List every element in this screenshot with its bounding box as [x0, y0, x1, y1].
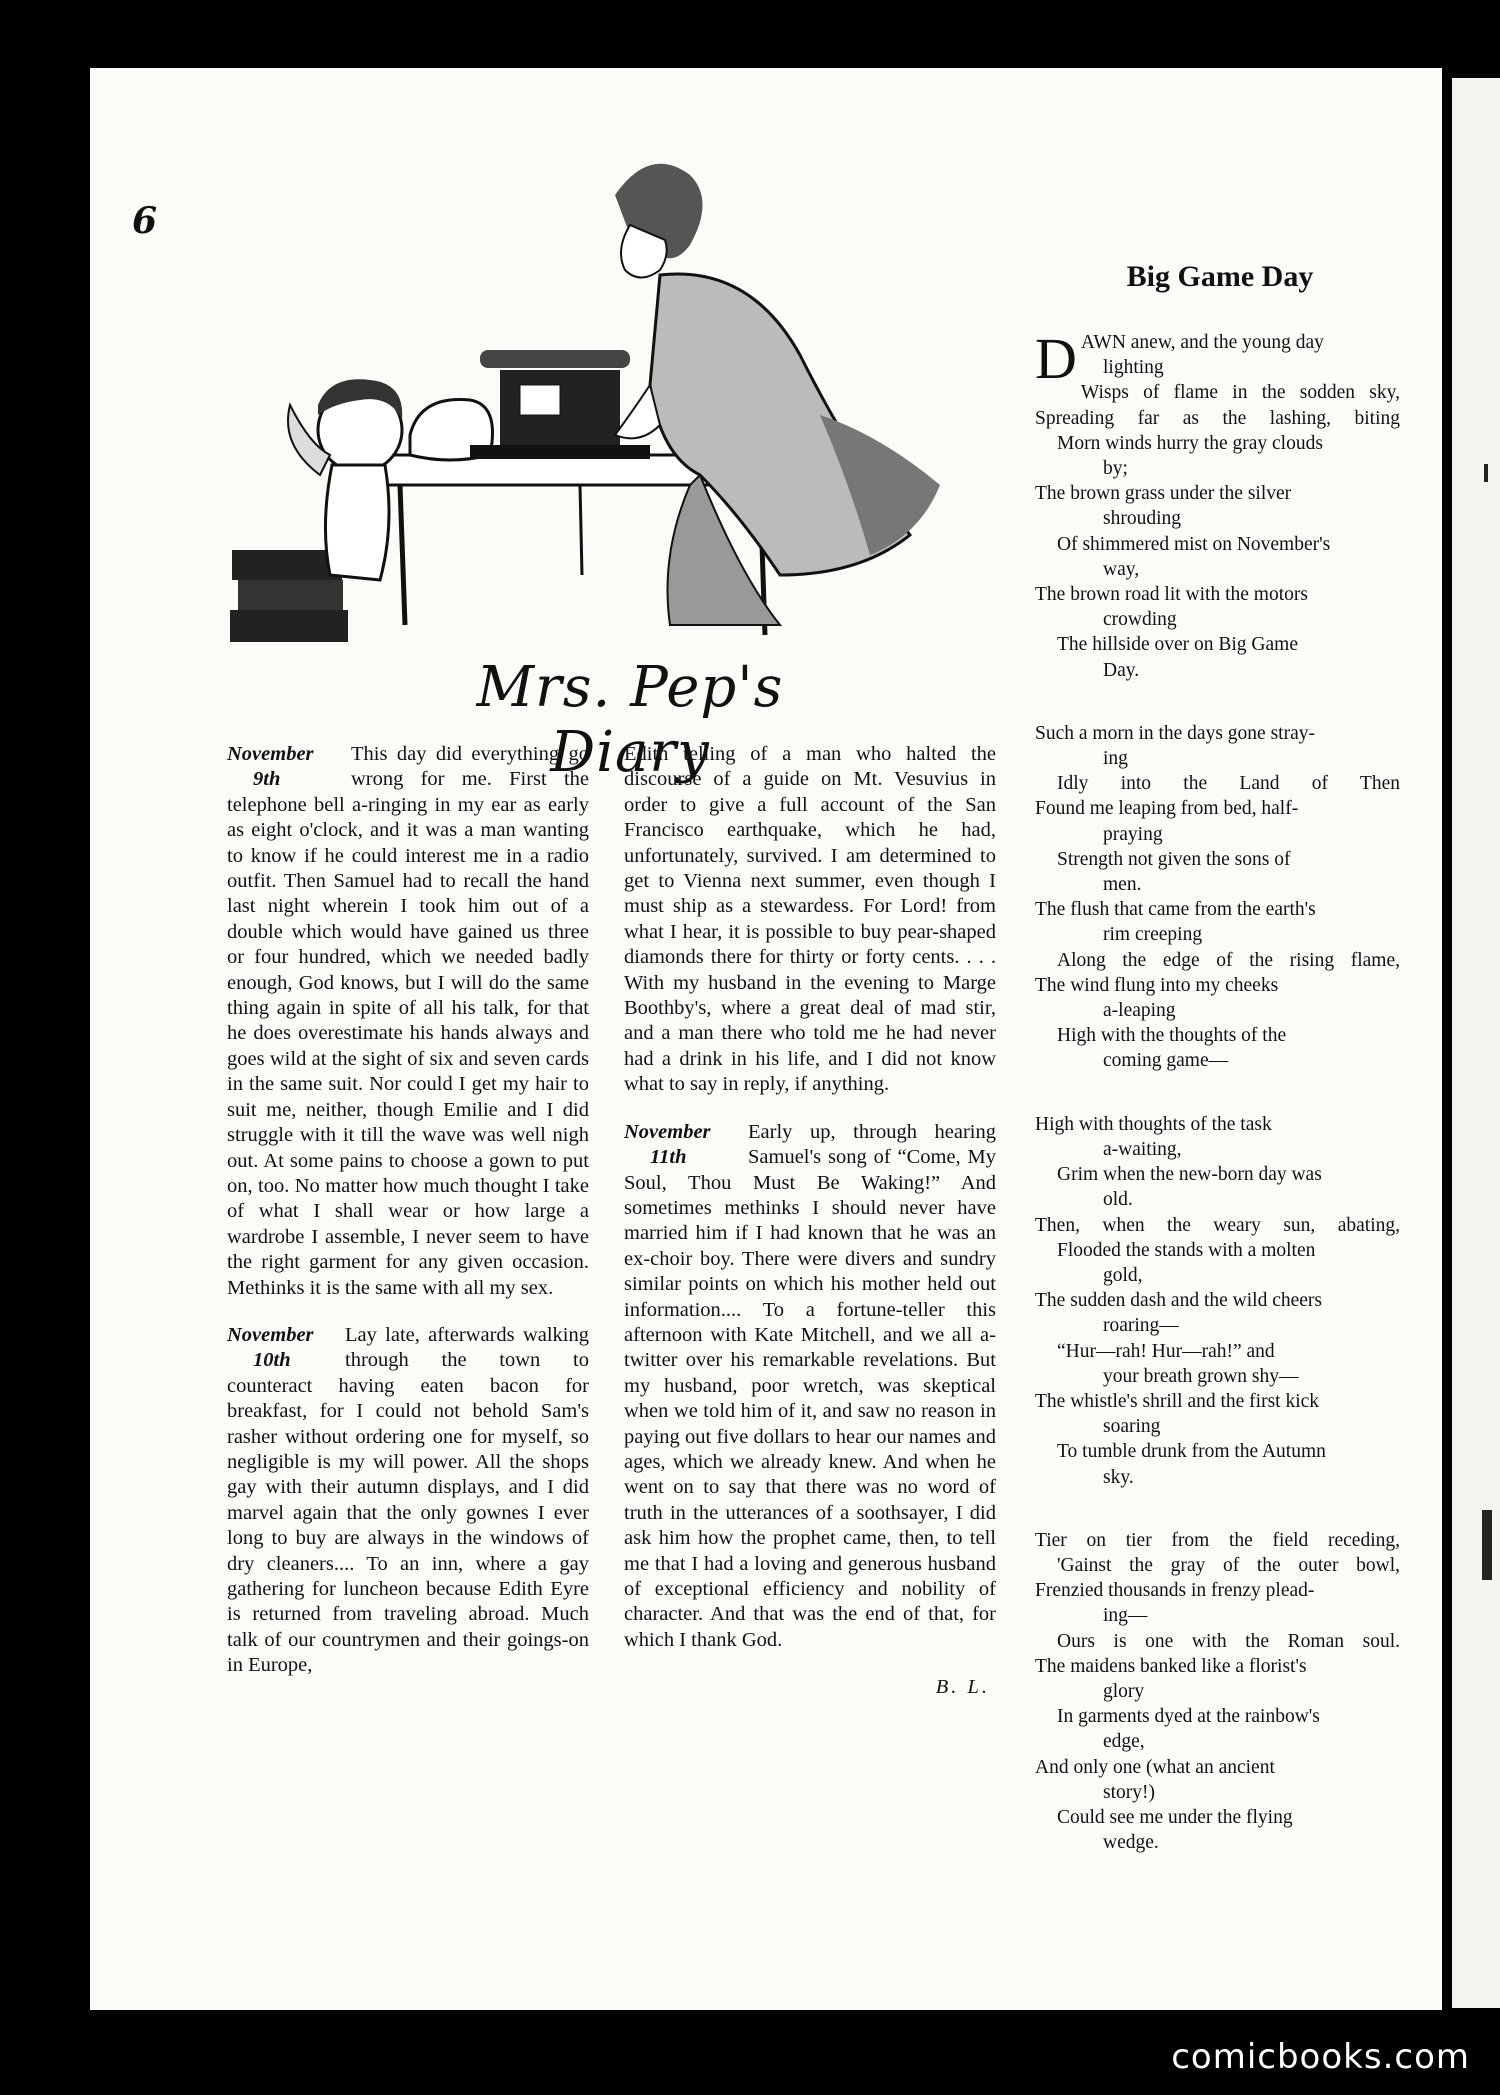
poem-line: Such a morn in the days gone stray- — [1035, 722, 1315, 744]
poem-line: The whistle's shrill and the first kick — [1035, 1390, 1320, 1412]
entry-date — [227, 742, 345, 793]
poem-line: The wind flung into my cheeks — [1035, 974, 1279, 996]
poem-line: The hillside over on Big Game — [1057, 634, 1298, 656]
poem-line: AWN anew, and the young day — [1080, 332, 1324, 353]
diary-entry — [624, 1120, 996, 1654]
poem-line: Tier on tier from the field receding, — [1035, 1529, 1400, 1551]
entry-date — [624, 1120, 742, 1171]
poem-line: Grim when the new-born day was — [1057, 1164, 1322, 1186]
entry-month: November — [227, 743, 314, 765]
poem-line: ing — [1103, 748, 1128, 770]
poem-line: Ours is one with the Roman soul. — [1057, 1630, 1400, 1652]
poem-body — [1035, 326, 1400, 1893]
poem-line: crowding — [1103, 609, 1177, 631]
entry-day: 10th — [253, 1349, 291, 1372]
entry-text: Early up, through hearing Samuel's song of “Come, My Soul, Thou Must Be Waking!” And sometimes methinks I should never have married him if I had known that he was an ex-choir boy. There were divers and sundry similar points on which his mother held out information.... To a fortune-teller this afternoon with Kate Mitchell, and we all a-twitter over his remarkable revelations. But my husband, poor wretch, was skeptical when we told him of it, and saw no reason in paying out five dollars to hear our names and ages, which we already knew. And when he went on to say that there was no word of truth in the utterances of a soothsayer, I did ask him how the prophet came, then, to tell me that I had a loving and generous husband of exceptional efficiency and nobility of character. And that was the end of that, for which I thank God. — [624, 1120, 996, 1651]
poem-title: Big Game Day — [1126, 260, 1314, 293]
watermark: comicbooks.com — [1171, 2037, 1470, 2077]
poem-line: Then, when the weary sun, abating, — [1035, 1214, 1400, 1236]
poem-line: gold, — [1103, 1264, 1143, 1286]
poem-stanza — [1035, 326, 1400, 683]
poem-line: Along the edge of the rising flame, — [1057, 949, 1400, 971]
poem-line: a-leaping — [1103, 1000, 1176, 1022]
entry-month: November — [624, 1120, 711, 1143]
drop-cap: D — [1035, 326, 1077, 391]
poem-line: ing— — [1103, 1605, 1148, 1627]
poem-line: soaring — [1103, 1416, 1161, 1438]
poem-stanza — [1035, 1528, 1400, 1856]
poem-line: by; — [1103, 458, 1128, 480]
poem-line: In garments dyed at the rainbow's — [1057, 1706, 1320, 1728]
poem-stanza — [1035, 721, 1400, 1074]
facing-page-mark — [1484, 464, 1488, 482]
poem-line: High with the thoughts of the — [1057, 1025, 1287, 1047]
entry-month: November — [227, 1323, 314, 1346]
poem-line: Found me leaping from bed, half- — [1035, 798, 1299, 820]
facing-page-edge — [1452, 78, 1500, 2008]
poem-line: Strength not given the sons of — [1057, 848, 1291, 870]
poem-line: And only one (what an ancient — [1035, 1756, 1275, 1778]
poem-line: rim creeping — [1103, 924, 1203, 946]
poem-line: To tumble drunk from the Autumn — [1057, 1441, 1326, 1463]
page-number: 6 — [132, 200, 158, 242]
poem-line: Day. — [1103, 659, 1140, 681]
poem-line: The brown grass under the silver — [1035, 483, 1292, 505]
author-signature: B. L. — [935, 1676, 990, 1699]
poem-line: Frenzied thousands in frenzy plead- — [1035, 1580, 1315, 1602]
poem-line: The flush that came from the earth's — [1035, 899, 1316, 921]
poem-line: coming game— — [1103, 1050, 1229, 1072]
entry-day: 11th — [650, 1146, 687, 1169]
poem-line: Idly into the Land of Then — [1057, 773, 1400, 795]
poem-line: The maidens banked like a florist's — [1035, 1655, 1307, 1677]
poem-line: men. — [1103, 874, 1142, 896]
poem-line: The sudden dash and the wild cheers — [1035, 1290, 1322, 1312]
poem-line: old. — [1103, 1189, 1133, 1211]
poem-line: way, — [1103, 558, 1140, 580]
article-title: Mrs. Pep's Diary — [476, 655, 784, 785]
poem-line: Spreading far as the lashing, biting — [1035, 407, 1400, 429]
poem-line: Of shimmered mist on November's — [1057, 533, 1331, 555]
entry-text: Lay late, afterwards walking through the town to counteract having eaten bacon for breakfast, for I could not behold Sam's rasher without ordering one for myself, so negligible is my will power. All the shops gay with their autumn displays, and I did marvel again that the only gownes I ever long to buy are always in the windows of dry cleaners.... To an inn, where a gay gathering for luncheon because Edith Eyre is returned from traveling abroad. Much talk of our countrymen and their goings-on in Europe, — [227, 1323, 589, 1677]
diary-entry — [227, 1323, 589, 1679]
poem-line: wedge. — [1103, 1832, 1159, 1854]
poem-line: Wisps of flame in the sodden sky, — [1080, 382, 1400, 404]
entry-day: 9th — [253, 768, 281, 791]
diary-column-right — [624, 742, 996, 1701]
poem-line: a-waiting, — [1103, 1138, 1182, 1160]
poem-line: Could see me under the flying — [1057, 1806, 1293, 1828]
poem-line: High with thoughts of the task — [1035, 1113, 1272, 1135]
poem-line: glory — [1103, 1680, 1145, 1702]
entry-date — [227, 1323, 339, 1374]
poem-line: edge, — [1103, 1731, 1145, 1753]
entry-text: This day did everything go wrong for me. First the telephone bell a-ringing in my ear as early as eight o'clock, and it was a man wanting to know if he could interest me in a radio outfit. Then Samuel had to recall the hand last night wherein I took him out of a double which would have gained us three or four hundred, which we needed badly enough, God knows, but I will do the same thing again in spite of all his talk, for that he does overestimate his hands always and goes wild at the sight of six and seven cards in the same suit. Nor could I get my hair to suit me, neither, though Emilie and I did struggle with it till the wave was well nigh out. At some pains to choose a gown to put on, too. No matter how much thought I take of what I shall wear or how large a wardrobe I assemble, I never seem to have the right garment for any given occasion. Methinks it is the same with all my sex. — [227, 743, 589, 1299]
diary-column-left — [227, 742, 589, 1701]
poem-line: Morn winds hurry the gray clouds — [1057, 432, 1323, 454]
diary-entry — [227, 742, 589, 1301]
poem-stanza — [1035, 1112, 1400, 1490]
poem-line: your breath grown shy— — [1103, 1365, 1299, 1387]
poem-line: praying — [1103, 823, 1163, 845]
poem-line: roaring— — [1103, 1315, 1179, 1337]
poem-line: “Hur—rah! Hur—rah!” and — [1057, 1340, 1275, 1362]
poem-line: 'Gainst the gray of the outer bowl, — [1057, 1554, 1400, 1576]
poem-line: story!) — [1103, 1781, 1155, 1803]
poem-line: lighting — [1103, 357, 1164, 379]
facing-page-mark — [1482, 1510, 1492, 1580]
poem-line: shrouding — [1103, 508, 1181, 530]
poem-line: Flooded the stands with a molten — [1057, 1239, 1316, 1261]
poem-line: sky. — [1103, 1466, 1134, 1488]
poem-line: The brown road lit with the motors — [1035, 584, 1308, 606]
entry-text-continued: Edith telling of a man who halted the discourse of a guide on Mt. Vesuvius in order to give a full account of the San Francisco earthquake, which he had, unfortunately, survived. I am determined to get to Vienna next summer, even though I must ship as a stewardess. For Lord! from what I hear, it is possible to buy pear-shaped diamonds there for thirty or forty cents. . . . With my husband in the evening to Marge Boothby's, where a great deal of mad stir, and a man there who told me he had never had a drink in his life, and I did not know what to say in reply, if anything. — [624, 743, 996, 1096]
typewriter-illustration — [220, 155, 1020, 670]
